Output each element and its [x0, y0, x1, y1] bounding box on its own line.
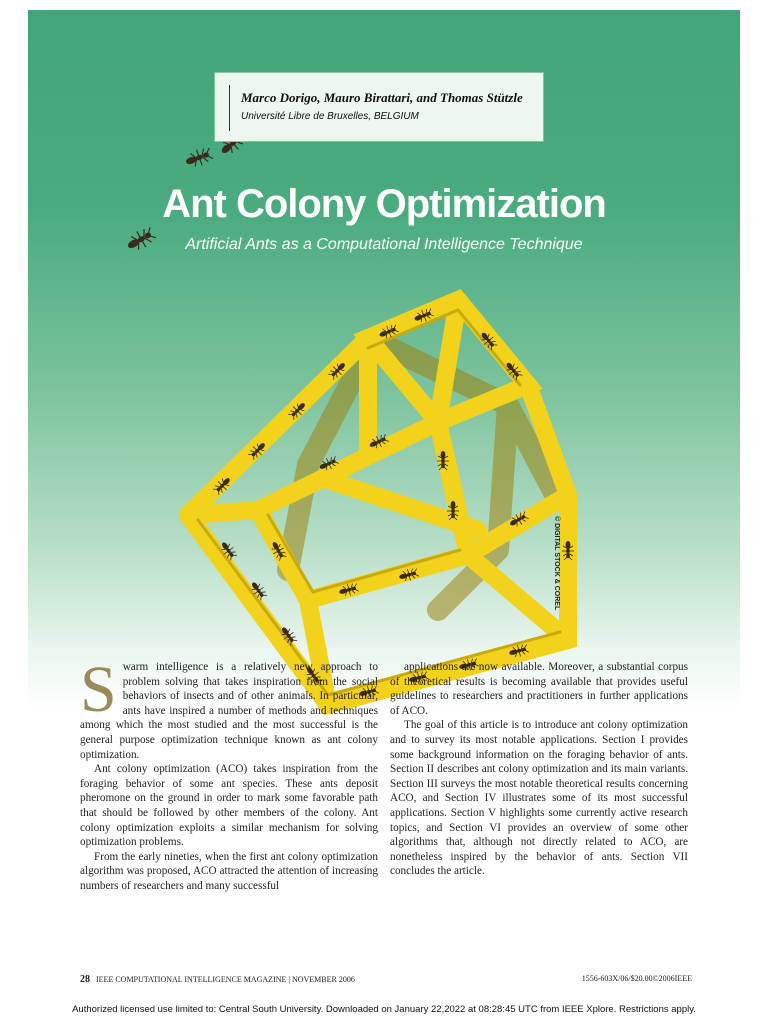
- license-notice: Authorized licensed use limited to: Central South University. Downloaded on January 22,2022 at 08:28:45 UTC from IEEE Xplore. Restrictions apply.: [72, 1004, 696, 1015]
- body-column-right: [390, 660, 688, 879]
- issn-code: 1556-603X/06/$20.00©2006IEEE: [581, 974, 692, 983]
- author-box-rule: [229, 85, 230, 131]
- paragraph: applications are now available. Moreover, a substantial corpus of theoretical results is becoming available that provides useful guidelines to researchers and practitioners in further applications of ACO.: [390, 661, 688, 717]
- paragraph: Ant colony optimization (ACO) takes inspiration from the foraging behavior of some ant species. These ants deposit pheromone on the ground in order to mark some favorable path that should be followed by other members of the colony. Ant colony optimization exploits a similar mechanism for solving optimization problems.: [80, 763, 378, 849]
- author-names: Marco Dorigo, Mauro Birattari, and Thomas Stützle: [241, 90, 523, 105]
- image-credit: © DIGITAL STOCK & COREL: [553, 516, 560, 611]
- paragraph: The goal of this article is to introduce ant colony optimization and to survey its most notable applications. Section I provides some background information on the foraging behavior of ants. Section II describes ant colony optimization and its main variants. Section III surveys the most notable theoretical results concerning ACO, and Section IV illustrates some of its most successful applications. Section V highlights some currently active research topics, and Section VI provides an overview of some other algorithms that, although not directly related to ACO, are nonetheless inspired by the behavior of ants. Section VII concludes the article.: [390, 719, 688, 878]
- article-page: [28, 10, 740, 1000]
- article-title: Ant Colony Optimization: [162, 182, 606, 226]
- article-subtitle: Artificial Ants as a Computational Intelligence Technique: [185, 236, 583, 253]
- running-footer: [80, 974, 355, 985]
- author-affiliation: Université Libre de Bruxelles, BELGIUM: [241, 111, 419, 122]
- magazine-name: IEEE COMPUTATIONAL INTELLIGENCE MAGAZINE | NOVEMBER 2006: [96, 975, 355, 984]
- cube-frame: [188, 300, 568, 705]
- paragraph: From the early nineties, when the first ant colony optimization algorithm was proposed, ACO attracted the attention of increasing numbers of researchers and many successful: [80, 850, 378, 892]
- paragraph: warm intelligence is a relatively new approach to problem solving that takes inspiration from the social behaviors of insects and of other animals. In particular, ants have inspired a number of methods and techniques among which the most studied and the most successful is the general purpose optimization technique known as ant colony optimization.: [80, 661, 378, 761]
- body-column-left: [80, 653, 378, 894]
- page-number: 28: [80, 974, 90, 985]
- author-box: [214, 72, 544, 142]
- drop-cap: S: [80, 653, 117, 726]
